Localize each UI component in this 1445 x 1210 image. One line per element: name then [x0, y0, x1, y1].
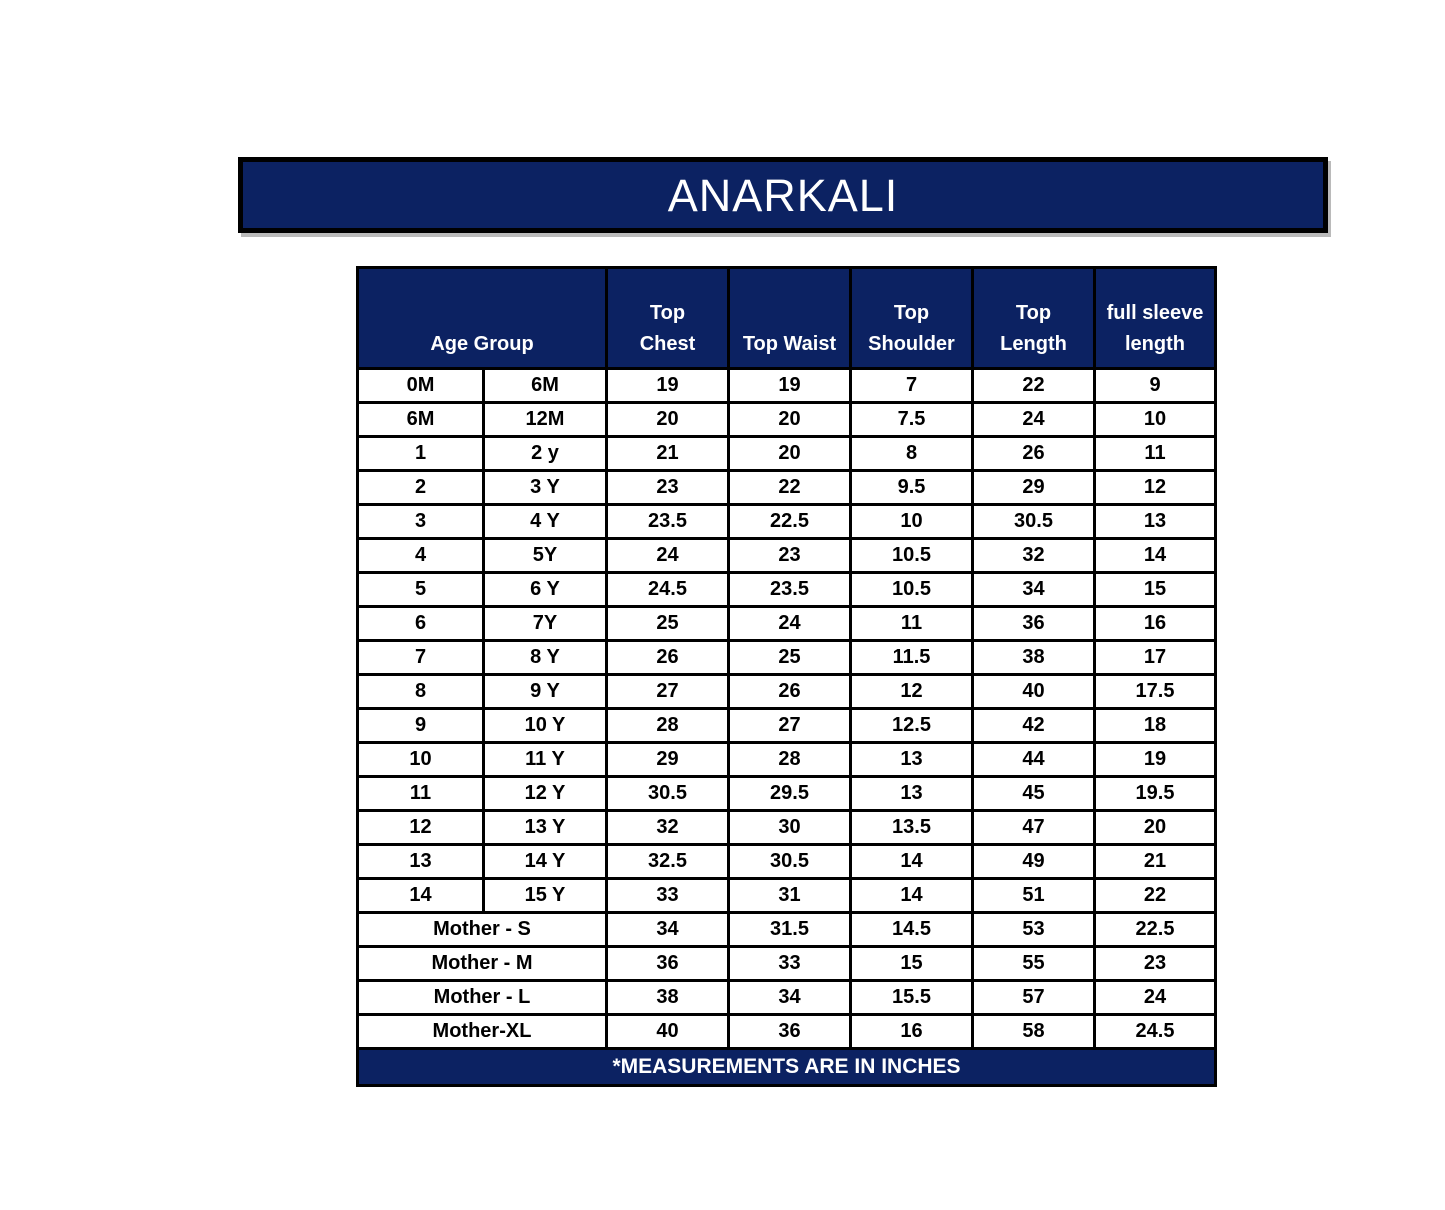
value-cell: 21 [1095, 845, 1216, 879]
value-cell: 27 [607, 675, 729, 709]
header-cell-full-sleeve-length [1095, 268, 1216, 369]
header-line: Age Group [430, 333, 534, 355]
value-cell: 20 [1095, 811, 1216, 845]
measurements-note: *MEASUREMENTS ARE IN INCHES [358, 1049, 1216, 1086]
value-cell: 44 [973, 743, 1095, 777]
table-row [358, 607, 1216, 641]
value-cell: 34 [729, 981, 851, 1015]
value-cell: 26 [607, 641, 729, 675]
value-cell: 36 [973, 607, 1095, 641]
value-cell: 20 [729, 403, 851, 437]
footer-row [358, 1049, 1216, 1086]
header-line: Top Waist [742, 333, 837, 355]
age-from-cell: 14 [358, 879, 484, 913]
age-to-cell: 6 Y [484, 573, 607, 607]
table-row [358, 539, 1216, 573]
value-cell: 26 [729, 675, 851, 709]
value-cell: 36 [607, 947, 729, 981]
age-from-cell: 13 [358, 845, 484, 879]
age-from-cell: 11 [358, 777, 484, 811]
age-to-cell: 12 Y [484, 777, 607, 811]
value-cell: 24 [1095, 981, 1216, 1015]
value-cell: 26 [973, 437, 1095, 471]
value-cell: 32.5 [607, 845, 729, 879]
value-cell: 30.5 [607, 777, 729, 811]
value-cell: 22 [1095, 879, 1216, 913]
age-to-cell: 5Y [484, 539, 607, 573]
page-title: ANARKALI [667, 169, 899, 221]
value-cell: 40 [607, 1015, 729, 1049]
value-cell: 24 [607, 539, 729, 573]
value-cell: 21 [607, 437, 729, 471]
header-cell-age-group [358, 268, 607, 369]
table-row [358, 369, 1216, 403]
value-cell: 22 [973, 369, 1095, 403]
value-cell: 19 [607, 369, 729, 403]
value-cell: 13.5 [851, 811, 973, 845]
age-to-cell: 9 Y [484, 675, 607, 709]
value-cell: 22.5 [729, 505, 851, 539]
value-cell: 30 [729, 811, 851, 845]
value-cell: 17.5 [1095, 675, 1216, 709]
value-cell: 12 [1095, 471, 1216, 505]
value-cell: 29 [973, 471, 1095, 505]
age-from-cell: 7 [358, 641, 484, 675]
value-cell: 23 [607, 471, 729, 505]
age-to-cell: 3 Y [484, 471, 607, 505]
age-group-cell: Mother - M [358, 947, 607, 981]
age-to-cell: 2 y [484, 437, 607, 471]
value-cell: 19 [1095, 743, 1216, 777]
value-cell: 28 [729, 743, 851, 777]
value-cell: 11 [1095, 437, 1216, 471]
value-cell: 10.5 [851, 539, 973, 573]
value-cell: 17 [1095, 641, 1216, 675]
table-row [358, 913, 1216, 947]
value-cell: 32 [973, 539, 1095, 573]
age-to-cell: 14 Y [484, 845, 607, 879]
table-row [358, 811, 1216, 845]
value-cell: 32 [607, 811, 729, 845]
value-cell: 25 [729, 641, 851, 675]
table-row [358, 709, 1216, 743]
table-row [358, 845, 1216, 879]
value-cell: 12.5 [851, 709, 973, 743]
value-cell: 42 [973, 709, 1095, 743]
age-to-cell: 10 Y [484, 709, 607, 743]
value-cell: 29 [607, 743, 729, 777]
table-row [358, 981, 1216, 1015]
table-row [358, 505, 1216, 539]
age-from-cell: 2 [358, 471, 484, 505]
header-row [358, 268, 1216, 369]
size-chart-table [356, 266, 1217, 1087]
table-row [358, 675, 1216, 709]
age-from-cell: 3 [358, 505, 484, 539]
value-cell: 30.5 [973, 505, 1095, 539]
value-cell: 29.5 [729, 777, 851, 811]
value-cell: 24.5 [607, 573, 729, 607]
table-row [358, 743, 1216, 777]
value-cell: 16 [1095, 607, 1216, 641]
value-cell: 8 [851, 437, 973, 471]
value-cell: 51 [973, 879, 1095, 913]
value-cell: 14 [851, 845, 973, 879]
age-group-cell: Mother - L [358, 981, 607, 1015]
value-cell: 47 [973, 811, 1095, 845]
header-line: full sleeve [1106, 302, 1204, 324]
value-cell: 33 [729, 947, 851, 981]
value-cell: 36 [729, 1015, 851, 1049]
value-cell: 11 [851, 607, 973, 641]
value-cell: 14.5 [851, 913, 973, 947]
value-cell: 23.5 [729, 573, 851, 607]
value-cell: 57 [973, 981, 1095, 1015]
age-group-cell: Mother-XL [358, 1015, 607, 1049]
value-cell: 40 [973, 675, 1095, 709]
header-cell-top-waist [729, 268, 851, 369]
title-bar [238, 157, 1328, 233]
header-line: Chest [639, 333, 696, 355]
table-row [358, 437, 1216, 471]
value-cell: 14 [851, 879, 973, 913]
table-row [358, 471, 1216, 505]
age-to-cell: 15 Y [484, 879, 607, 913]
age-from-cell: 1 [358, 437, 484, 471]
value-cell: 19.5 [1095, 777, 1216, 811]
value-cell: 11.5 [851, 641, 973, 675]
value-cell: 13 [851, 777, 973, 811]
age-from-cell: 5 [358, 573, 484, 607]
value-cell: 45 [973, 777, 1095, 811]
value-cell: 10 [1095, 403, 1216, 437]
value-cell: 9.5 [851, 471, 973, 505]
value-cell: 31.5 [729, 913, 851, 947]
age-from-cell: 6 [358, 607, 484, 641]
age-from-cell: 12 [358, 811, 484, 845]
value-cell: 49 [973, 845, 1095, 879]
table-row [358, 777, 1216, 811]
age-to-cell: 6M [484, 369, 607, 403]
value-cell: 34 [973, 573, 1095, 607]
header-cell-top-length [973, 268, 1095, 369]
age-from-cell: 8 [358, 675, 484, 709]
value-cell: 10.5 [851, 573, 973, 607]
value-cell: 18 [1095, 709, 1216, 743]
value-cell: 38 [607, 981, 729, 1015]
age-to-cell: 7Y [484, 607, 607, 641]
age-to-cell: 13 Y [484, 811, 607, 845]
value-cell: 27 [729, 709, 851, 743]
value-cell: 33 [607, 879, 729, 913]
value-cell: 9 [1095, 369, 1216, 403]
value-cell: 55 [973, 947, 1095, 981]
age-to-cell: 11 Y [484, 743, 607, 777]
age-from-cell: 0M [358, 369, 484, 403]
value-cell: 22.5 [1095, 913, 1216, 947]
table-row [358, 879, 1216, 913]
value-cell: 16 [851, 1015, 973, 1049]
value-cell: 13 [851, 743, 973, 777]
value-cell: 7 [851, 369, 973, 403]
table-body [358, 369, 1216, 1049]
header-cell-top-shoulder [851, 268, 973, 369]
value-cell: 15 [1095, 573, 1216, 607]
value-cell: 14 [1095, 539, 1216, 573]
table-row [358, 403, 1216, 437]
age-group-cell: Mother - S [358, 913, 607, 947]
value-cell: 12 [851, 675, 973, 709]
age-from-cell: 9 [358, 709, 484, 743]
header-line: length [1125, 333, 1185, 355]
table-row [358, 573, 1216, 607]
table-row [358, 1015, 1216, 1049]
value-cell: 23 [1095, 947, 1216, 981]
age-from-cell: 4 [358, 539, 484, 573]
value-cell: 24.5 [1095, 1015, 1216, 1049]
header-line: Length [1000, 333, 1067, 355]
age-from-cell: 10 [358, 743, 484, 777]
age-to-cell: 12M [484, 403, 607, 437]
value-cell: 25 [607, 607, 729, 641]
value-cell: 53 [973, 913, 1095, 947]
age-to-cell: 8 Y [484, 641, 607, 675]
value-cell: 13 [1095, 505, 1216, 539]
value-cell: 24 [973, 403, 1095, 437]
value-cell: 15 [851, 947, 973, 981]
value-cell: 20 [607, 403, 729, 437]
value-cell: 24 [729, 607, 851, 641]
header-line: Top [1015, 302, 1052, 324]
value-cell: 15.5 [851, 981, 973, 1015]
value-cell: 7.5 [851, 403, 973, 437]
value-cell: 19 [729, 369, 851, 403]
header-line: Shoulder [868, 333, 955, 355]
value-cell: 10 [851, 505, 973, 539]
value-cell: 38 [973, 641, 1095, 675]
value-cell: 34 [607, 913, 729, 947]
table-row [358, 947, 1216, 981]
value-cell: 20 [729, 437, 851, 471]
header-cell-top-chest [607, 268, 729, 369]
value-cell: 23.5 [607, 505, 729, 539]
header-line: Top [893, 302, 930, 324]
value-cell: 23 [729, 539, 851, 573]
age-to-cell: 4 Y [484, 505, 607, 539]
value-cell: 31 [729, 879, 851, 913]
age-from-cell: 6M [358, 403, 484, 437]
value-cell: 30.5 [729, 845, 851, 879]
value-cell: 22 [729, 471, 851, 505]
table-row [358, 641, 1216, 675]
header-line: Top [649, 302, 686, 324]
value-cell: 28 [607, 709, 729, 743]
value-cell: 58 [973, 1015, 1095, 1049]
